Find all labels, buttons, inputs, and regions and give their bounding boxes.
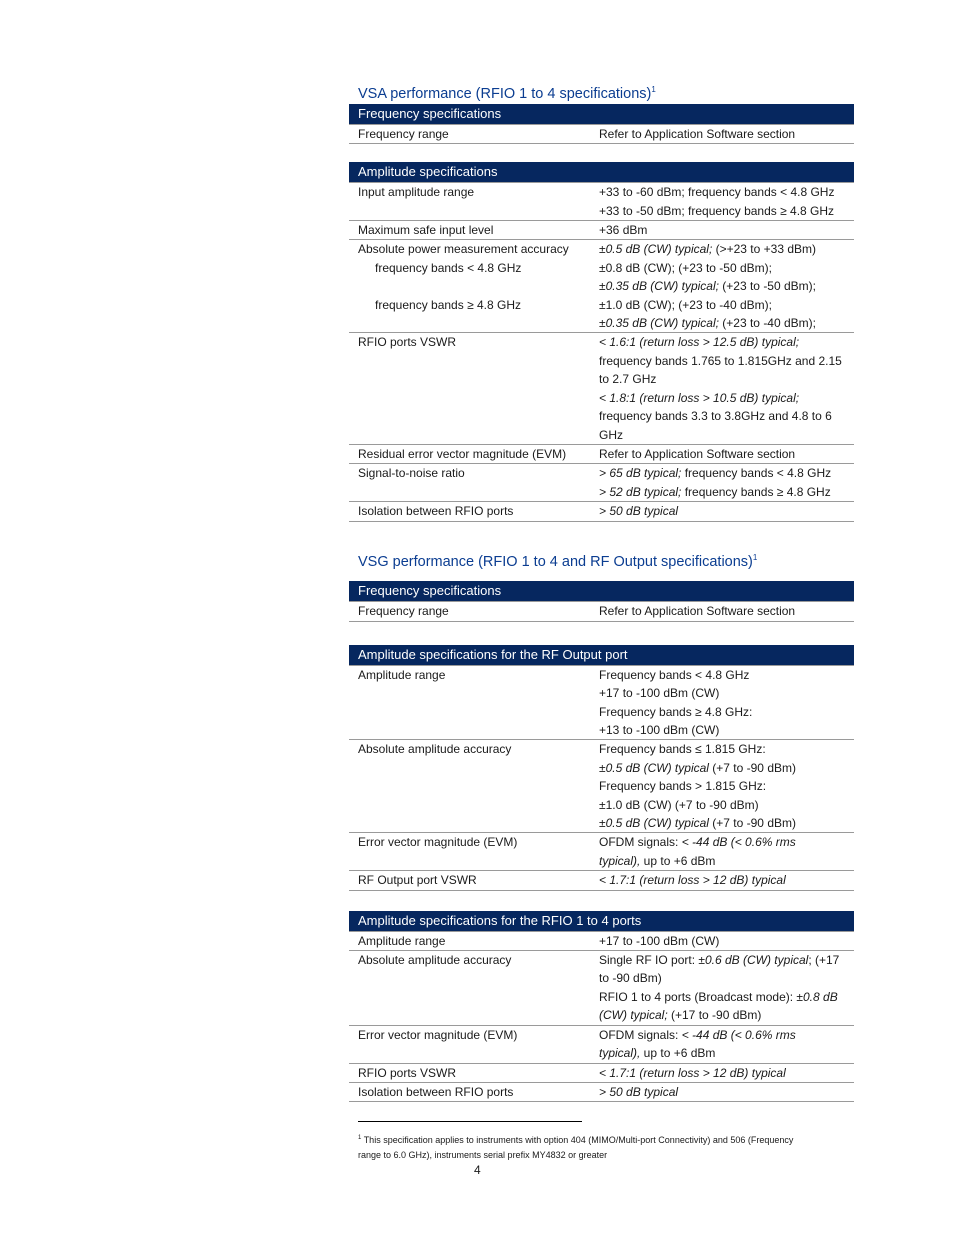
spec-value-line [599, 314, 854, 332]
spec-value-line [599, 777, 854, 795]
spec-value-text: up to +6 dBm [640, 1046, 716, 1061]
vsa-amplitude-table [349, 182, 854, 521]
spec-label-line: Amplitude range [358, 667, 446, 682]
spec-value [590, 932, 854, 950]
spec-value-text: frequency bands 3.3 to 3.8GHz and 4.8 to 6 [599, 409, 832, 424]
spec-value-text: OFDM signals: [599, 1027, 682, 1042]
spec-value-text: Frequency bands ≤ 1.815 GHz: [599, 742, 766, 757]
spec-value-italic: ±0.6 dB (CW) typical [698, 953, 809, 968]
spec-value-italic: ±0.35 dB (CW) typical; [599, 279, 719, 294]
spec-value [590, 464, 854, 501]
spec-value-line [599, 183, 854, 201]
spec-label-line: Isolation between RFIO ports [358, 1084, 514, 1099]
spec-value-text: +36 dBm [599, 223, 648, 238]
spec-value-italic: < 1.7:1 (return loss > 12 dB) typical [599, 1065, 786, 1080]
spec-label-line: Absolute power measurement accuracy [358, 242, 569, 257]
spec-value [590, 240, 854, 332]
spec-value-line [599, 352, 854, 370]
spec-value-text: (>+23 to +33 dBm) [712, 242, 817, 257]
spec-value-line [599, 445, 854, 463]
page-number: 4 [474, 1163, 481, 1177]
spec-value [590, 502, 854, 520]
spec-value-line [599, 871, 854, 889]
spec-label [349, 833, 590, 870]
spec-value [590, 666, 854, 740]
table-row [349, 1026, 854, 1064]
spec-value-line [599, 426, 854, 444]
spec-label-line: frequency bands ≥ 4.8 GHz [375, 297, 521, 312]
spec-label [349, 445, 590, 463]
table-row [349, 502, 854, 521]
table-row [349, 871, 854, 890]
spec-value [590, 602, 854, 620]
spec-value-line [599, 951, 854, 969]
footnote-rule [358, 1121, 582, 1122]
spec-value-line [599, 666, 854, 684]
spec-value-text: OFDM signals: [599, 835, 682, 850]
spec-value [590, 445, 854, 463]
spec-label [349, 951, 590, 1025]
spec-value-italic: ±0.5 dB (CW) typical [599, 816, 709, 831]
spec-value-line [599, 833, 854, 851]
table-row [349, 445, 854, 464]
table-row [349, 1064, 854, 1083]
spec-value-italic: ±0.5 dB (CW) typical [599, 760, 709, 775]
spec-label [349, 464, 590, 501]
spec-value-italic: ±0.5 dB (CW) typical; [599, 242, 713, 257]
spec-value-text: up to +6 dBm [640, 853, 716, 868]
spec-label-line: Isolation between RFIO ports [358, 504, 514, 519]
spec-value-italic: > 52 dB typical; [599, 484, 682, 499]
spec-label [349, 1083, 590, 1101]
vsg-rfio-amplitude-table [349, 931, 854, 1103]
spec-value-line [599, 740, 854, 758]
spec-value-line [599, 277, 854, 295]
spec-value-text: Frequency bands ≥ 4.8 GHz: [599, 704, 753, 719]
spec-content [349, 80, 854, 1102]
spec-label [349, 125, 590, 143]
spec-value-line [599, 721, 854, 739]
spec-value [590, 125, 854, 143]
table-row [349, 125, 854, 144]
table-row [349, 333, 854, 444]
vsa-frequency-table [349, 124, 854, 144]
spec-value-text: +33 to -50 dBm; frequency bands ≥ 4.8 GHz [599, 203, 835, 218]
table-row [349, 464, 854, 502]
spec-value-text: ±1.0 dB (CW) (+7 to -90 dBm) [599, 797, 759, 812]
spec-value-line [599, 125, 854, 143]
spec-value-text: frequency bands 1.765 to 1.815GHz and 2.15 [599, 353, 842, 368]
spec-value [590, 1064, 854, 1082]
spec-label [349, 666, 590, 740]
vsa-amplitude-header: Amplitude specifications [349, 162, 854, 182]
spec-value-line [599, 407, 854, 425]
spec-label-line: Frequency range [358, 604, 449, 619]
footnote: $^1$ This specification applies to instruments with option 404 (MIMO/Multi-port Connectivity) and 506 (Frequency range to 6.0 GHz), instruments serial prefix MY4832 or greater [358, 1135, 794, 1160]
spec-value-text: Refer to Application Software section [599, 446, 796, 461]
spec-label [349, 932, 590, 950]
spec-label-line: RF Output port VSWR [358, 873, 477, 888]
spec-value-line [599, 202, 854, 220]
spec-label-line: Maximum safe input level [358, 223, 494, 238]
spec-value-text: frequency bands < 4.8 GHz [681, 466, 832, 481]
vsg-frequency-table [349, 601, 854, 621]
spec-value-line [599, 259, 854, 277]
table-row [349, 183, 854, 221]
spec-label [349, 871, 590, 889]
spec-label [349, 183, 590, 220]
vsg-frequency-header: Frequency specifications [349, 581, 854, 601]
spec-value-text: GHz [599, 427, 623, 442]
spec-label [349, 602, 590, 620]
spec-label-line: frequency bands < 4.8 GHz [375, 260, 522, 275]
spec-value [590, 1026, 854, 1063]
table-row [349, 833, 854, 871]
spec-value-text: +13 to -100 dBm (CW) [599, 723, 720, 737]
spec-value-text: to -90 dBm) [599, 971, 662, 986]
spec-value-text: to 2.7 GHz [599, 372, 657, 387]
spec-value [590, 1083, 854, 1101]
spec-label-line: Error vector magnitude (EVM) [358, 835, 518, 850]
spec-label [349, 221, 590, 239]
spec-value-line [599, 221, 854, 239]
spec-value-line [599, 852, 854, 870]
spec-value-text: Frequency bands > 1.815 GHz: [599, 779, 767, 794]
spec-value-text: Refer to Application Software section [599, 126, 796, 141]
spec-value-line [599, 296, 854, 314]
spec-value-text: (+17 to -90 dBm) [667, 1008, 762, 1023]
spec-label-line: Signal-to-noise ratio [358, 466, 465, 481]
spec-label-line: Amplitude range [358, 933, 446, 948]
spec-value-line [599, 602, 854, 620]
spec-value [590, 951, 854, 1025]
spec-value-text: (+7 to -90 dBm) [708, 816, 796, 831]
spec-value [590, 833, 854, 870]
spec-value-line [599, 988, 854, 1006]
spec-value-italic: 0.8 dB [803, 989, 838, 1004]
spec-value-italic: typical), [599, 1046, 641, 1061]
spec-value-line [599, 1083, 854, 1101]
table-row [349, 932, 854, 951]
spec-value-line [599, 333, 854, 351]
spec-value-line [599, 814, 854, 832]
spec-label-line: Frequency range [358, 126, 449, 141]
spec-value-line [599, 969, 854, 987]
spec-value-line [599, 932, 854, 950]
spec-value [590, 740, 854, 832]
spec-label [349, 333, 590, 443]
spec-value-line [599, 370, 854, 388]
table-row [349, 666, 854, 741]
spec-value [590, 871, 854, 889]
spec-value-italic: < 1.6:1 (return loss > 12.5 dB) typical; [599, 335, 800, 350]
spec-value-text: ; (+17 [808, 953, 840, 968]
spec-value [590, 183, 854, 220]
spec-label [349, 240, 590, 332]
spec-value-text: Refer to Application Software section [599, 604, 796, 619]
table-row [349, 740, 854, 833]
spec-value-line [599, 703, 854, 721]
spec-value-line [599, 240, 854, 258]
spec-value [590, 333, 854, 443]
spec-value-italic: < 1.7:1 (return loss > 12 dB) typical [599, 873, 786, 888]
spec-label [349, 1064, 590, 1082]
spec-value-italic: typical), [599, 853, 641, 868]
table-row [349, 221, 854, 240]
spec-value-text: RFIO 1 to 4 ports (Broadcast mode): ± [599, 989, 803, 1004]
spec-value-line [599, 796, 854, 814]
spec-label-line: Input amplitude range [358, 185, 475, 200]
spec-value-line [599, 483, 854, 501]
table-row [349, 1083, 854, 1102]
table-row [349, 602, 854, 621]
table-row [349, 240, 854, 333]
spec-value-italic: < 1.8:1 (return loss > 10.5 dB) typical; [599, 390, 800, 405]
spec-label-line: Residual error vector magnitude (EVM) [358, 446, 567, 461]
spec-value-italic: > 50 dB typical [599, 1084, 679, 1099]
spec-value-text: (+23 to -40 dBm); [718, 316, 816, 331]
spec-label-line: Absolute amplitude accuracy [358, 742, 512, 757]
vsa-frequency-header: Frequency specifications [349, 104, 854, 124]
spec-value-line [599, 502, 854, 520]
spec-label-line: Error vector magnitude (EVM) [358, 1027, 518, 1042]
spec-value-text: ±0.8 dB (CW); (+23 to -50 dBm); [599, 260, 772, 275]
spec-value-italic: < -44 dB (< 0.6% rms [681, 1027, 796, 1042]
spec-label-line: RFIO ports VSWR [358, 1065, 457, 1080]
spec-value-text: +17 to -100 dBm (CW) [599, 686, 720, 701]
spec-value-text: Frequency bands < 4.8 GHz [599, 667, 750, 682]
spec-value-line [599, 1006, 854, 1024]
spec-label [349, 502, 590, 520]
spec-value-text: (+7 to -90 dBm) [708, 760, 796, 775]
vsg-rfout-amplitude-header: Amplitude specifications for the RF Output port [349, 645, 854, 665]
spec-value [590, 221, 854, 239]
spec-value-text: ±1.0 dB (CW); (+23 to -40 dBm); [599, 297, 772, 312]
spec-value-line [599, 1026, 854, 1044]
spec-value-line [599, 684, 854, 702]
spec-value-line [599, 464, 854, 482]
spec-value-line [599, 389, 854, 407]
spec-value-italic: > 65 dB typical; [599, 466, 682, 481]
spec-value-italic: (CW) typical; [599, 1008, 668, 1023]
vsg-rfout-amplitude-table [349, 665, 854, 891]
table-row [349, 951, 854, 1026]
spec-value-italic: ±0.35 dB (CW) typical; [599, 316, 719, 331]
spec-label [349, 740, 590, 832]
spec-value-italic: < -44 dB (< 0.6% rms [681, 835, 796, 850]
spec-value-line [599, 1044, 854, 1062]
vsg-rfio-amplitude-header: Amplitude specifications for the RFIO 1 to 4 ports [349, 911, 854, 931]
spec-value-line [599, 1064, 854, 1082]
spec-value-line [599, 759, 854, 777]
spec-label-line: RFIO ports VSWR [358, 335, 457, 350]
spec-label [349, 1026, 590, 1063]
spec-value-text: (+23 to -50 dBm); [718, 279, 816, 294]
vsg-section-title: VSG performance (RFIO 1 to 4 and RF Output specifications)$^1$ [358, 552, 758, 570]
spec-value-text: +33 to -60 dBm; frequency bands < 4.8 GHz [599, 185, 835, 200]
spec-value-text: +17 to -100 dBm (CW) [599, 933, 720, 948]
spec-label-line [358, 277, 590, 295]
spec-value-text: frequency bands ≥ 4.8 GHz [681, 484, 831, 499]
spec-value-text: Single RF IO port: [599, 953, 699, 968]
spec-label-line: Absolute amplitude accuracy [358, 953, 512, 968]
spec-value-italic: > 50 dB typical [599, 504, 679, 519]
vsa-section-title: VSA performance (RFIO 1 to 4 specifications)$^1$ [358, 85, 656, 102]
